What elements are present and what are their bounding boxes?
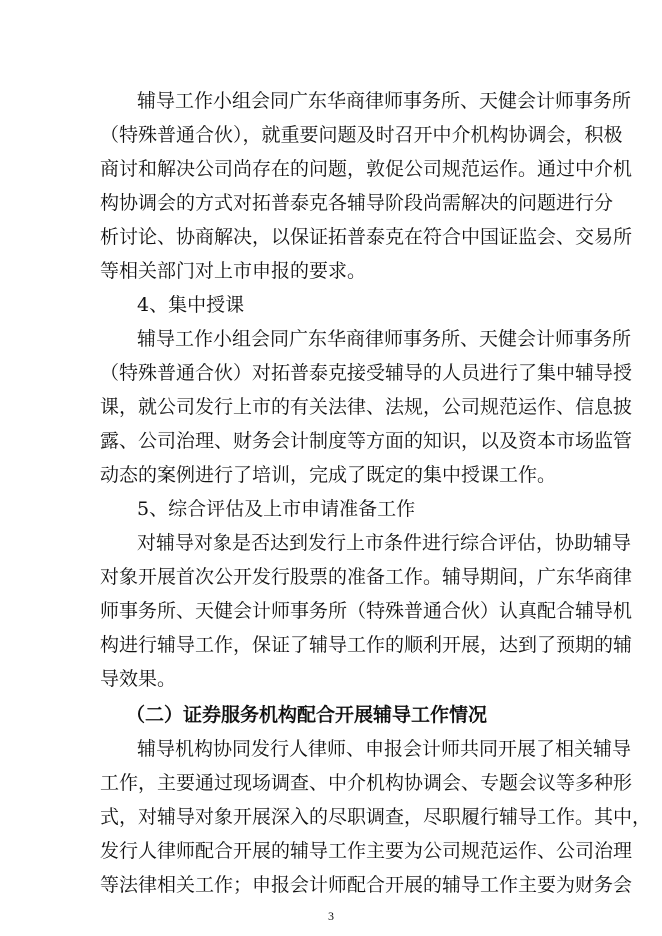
paragraph-line: 等相关部门对上市申报的要求。 <box>100 260 367 282</box>
paragraph-line: 辅导机构协同发行人律师、申报会计师共同开展了相关辅导 <box>137 738 632 760</box>
paragraph-line: 等法律相关工作；申报会计师配合开展的辅导工作主要为财务会 <box>100 874 633 896</box>
paragraph-line: 对象开展首次公开发行股票的准备工作。辅导期间，广东华商律 <box>100 566 633 588</box>
paragraph-line: 课，就公司发行上市的有关法律、法规，公司规范运作、信息披 <box>100 396 633 418</box>
page-number: 3 <box>328 909 334 923</box>
paragraph-line: 辅导工作小组会同广东华商律师事务所、天健会计师事务所 <box>137 328 632 350</box>
section-item-heading: 4、集中授课 <box>137 294 245 316</box>
paragraph-line: 导效果。 <box>100 668 177 690</box>
paragraph-line: （特殊普通合伙）对拓普泰克接受辅导的人员进行了集中辅导授 <box>100 362 633 384</box>
paragraph-line: 构协调会的方式对拓普泰克各辅导阶段尚需解决的问题进行分 <box>100 192 614 214</box>
paragraph-line: 对辅导对象是否达到发行上市条件进行综合评估，协助辅导 <box>137 532 632 554</box>
paragraph-line: 式，对辅导对象开展深入的尽职调查，尽职履行辅导工作。其中， <box>100 806 652 828</box>
paragraph-line: 发行人律师配合开展的辅导工作主要为公司规范运作、公司治理 <box>100 840 633 862</box>
paragraph-line: 商讨和解决公司尚存在的问题，敦促公司规范运作。通过中介机 <box>100 158 633 180</box>
paragraph-line: 动态的案例进行了培训，完成了既定的集中授课工作。 <box>100 464 557 486</box>
paragraph-line: 析讨论、协商解决，以保证拓普泰克在符合中国证监会、交易所 <box>100 226 633 248</box>
section-heading: （二）证券服务机构配合开展辅导工作情况 <box>126 704 488 726</box>
paragraph-line: 辅导工作小组会同广东华商律师事务所、天健会计师事务所 <box>137 90 632 112</box>
paragraph-line: 构进行辅导工作，保证了辅导工作的顺利开展，达到了预期的辅 <box>100 634 633 656</box>
paragraph-line: 师事务所、天健会计师事务所（特殊普通合伙）认真配合辅导机 <box>100 600 633 622</box>
paragraph-line: （特殊普通合伙），就重要问题及时召开中介机构协调会，积极 <box>100 124 623 146</box>
paragraph-line: 工作，主要通过现场调查、中介机构协调会、专题会议等多种形 <box>100 772 633 794</box>
section-item-heading: 5、综合评估及上市申请准备工作 <box>137 498 416 520</box>
paragraph-line: 露、公司治理、财务会计制度等方面的知识，以及资本市场监管 <box>100 430 633 452</box>
